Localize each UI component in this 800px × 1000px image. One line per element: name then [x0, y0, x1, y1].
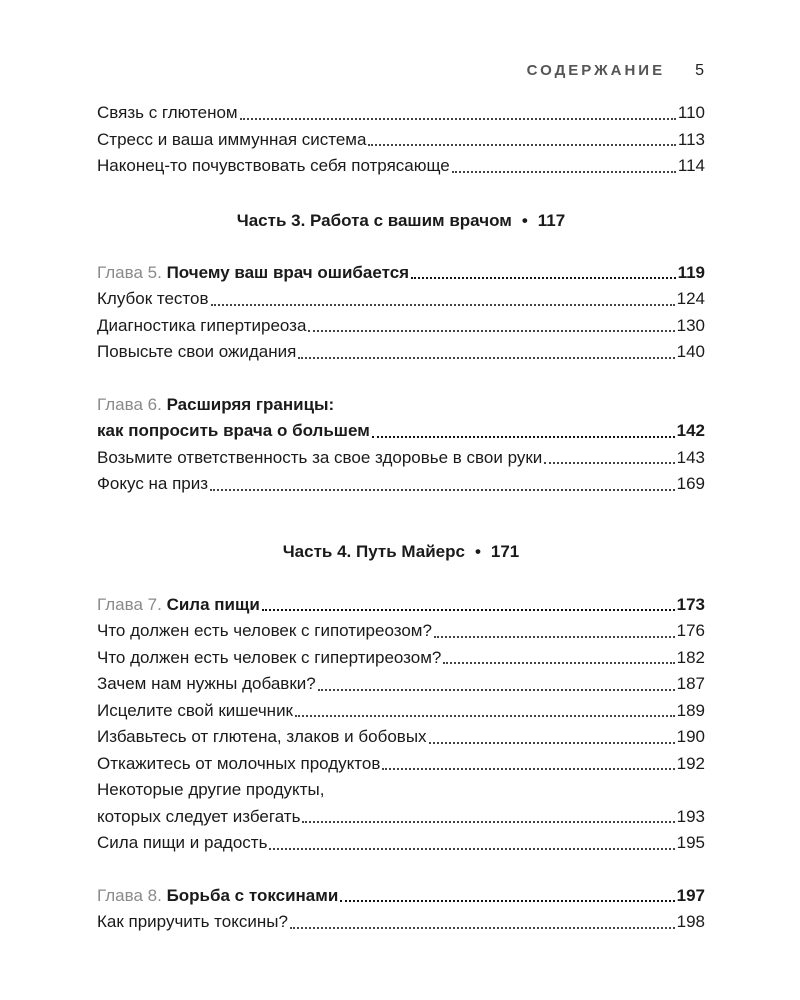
toc-entry-title: Зачем нам нужны добавки?	[97, 674, 316, 693]
toc-entry-title: Сила пищи и радость	[97, 833, 268, 852]
dot-leader	[302, 821, 674, 823]
toc-entry-page: 124	[676, 289, 705, 308]
toc-entry[interactable]	[97, 313, 705, 340]
toc-entry[interactable]	[97, 445, 705, 472]
chapter-label: Глава 7.	[97, 594, 162, 614]
toc-entry[interactable]	[97, 645, 705, 672]
dot-leader	[411, 277, 675, 279]
dot-leader	[269, 848, 674, 850]
chapter-page: 173	[676, 594, 705, 614]
dot-leader	[372, 436, 675, 438]
chapter-heading-6-line1[interactable]	[97, 392, 705, 419]
chapter-title: Сила пищи	[166, 594, 260, 614]
toc-entry[interactable]	[97, 153, 705, 180]
chapter-title: Почему ваш врач ошибается	[166, 262, 410, 282]
toc-entry-title-continued: которых следует избегать	[97, 806, 301, 826]
toc-entry-title: Стресс и ваша иммунная система	[97, 129, 367, 149]
dot-leader	[295, 715, 675, 717]
part-title: Часть 4. Путь Майерс	[282, 541, 465, 561]
chapter-heading-7[interactable]	[97, 592, 705, 619]
chapter-heading-6-line2[interactable]	[97, 418, 705, 445]
toc-entry[interactable]	[97, 671, 705, 698]
toc-entry-page: 130	[676, 315, 705, 335]
toc-entry-page: 176	[676, 621, 705, 640]
toc-entry-page: 140	[676, 342, 705, 361]
toc-entry-page: 192	[676, 753, 705, 773]
chapter-title: Борьба с токсинами	[166, 885, 339, 905]
dot-leader	[443, 662, 674, 664]
toc-entry-title: Как приручить токсины?	[97, 912, 288, 931]
toc-entry-page: 182	[676, 647, 705, 667]
chapter-heading-8[interactable]	[97, 883, 705, 910]
chapter-label: Глава 5.	[97, 262, 162, 282]
toc-entry[interactable]	[97, 830, 705, 857]
toc-entry-title: Исцелите свой кишечник	[97, 700, 293, 720]
chapter-page: 142	[676, 421, 705, 440]
dot-leader	[382, 768, 674, 770]
toc-entry[interactable]	[97, 618, 705, 645]
dot-leader	[340, 900, 674, 902]
toc-entry[interactable]	[97, 286, 705, 313]
part-page: 117	[537, 210, 566, 230]
dot-leader	[318, 689, 675, 691]
dot-leader	[368, 144, 675, 146]
toc-entry[interactable]	[97, 724, 705, 751]
dot-leader	[429, 742, 675, 744]
part-page: 171	[490, 541, 520, 561]
chapter-label: Глава 8.	[97, 885, 162, 905]
toc-entry-page: 193	[676, 806, 705, 826]
toc-entry-page: 110	[677, 103, 705, 122]
dot-leader	[210, 489, 675, 491]
dot-leader	[452, 171, 676, 173]
toc-entry-title: Наконец-то почувствовать себя потрясающе	[97, 156, 450, 175]
bullet-separator: •	[474, 541, 481, 561]
toc-entry[interactable]	[97, 471, 705, 498]
chapter-page: 197	[676, 885, 705, 905]
page-number: 5	[695, 62, 704, 79]
chapter-heading-5[interactable]	[97, 260, 705, 287]
toc-entry-title: Некоторые другие продукты,	[97, 780, 325, 799]
table-of-contents	[97, 100, 705, 936]
toc-entry-title: Диагностика гипертиреоза	[97, 315, 307, 335]
running-head-title: СОДЕРЖАНИЕ	[526, 62, 666, 79]
toc-entry-title: Откажитесь от молочных продуктов	[97, 753, 381, 773]
dot-leader	[290, 927, 675, 929]
toc-entry-multiline-line1[interactable]	[97, 777, 705, 804]
toc-entry-page: 198	[676, 912, 705, 931]
toc-entry[interactable]	[97, 751, 705, 778]
toc-entry-page: 190	[676, 727, 705, 746]
toc-entry-page: 195	[676, 833, 705, 852]
chapter-label: Глава 6.	[97, 394, 162, 414]
toc-entry-page: 113	[677, 129, 705, 149]
toc-entry-title: Избавьтесь от глютена, злаков и бобовых	[97, 727, 427, 746]
toc-entry[interactable]	[97, 698, 705, 725]
toc-entry-title: Повысьте свои ожидания	[97, 342, 297, 361]
toc-entry-page: 169	[676, 474, 705, 493]
chapter-title-continued: как попросить врача о большем	[97, 421, 370, 440]
toc-entry-title: Что должен есть человек с гипотиреозом?	[97, 621, 432, 640]
toc-entry-title: Фокус на приз	[97, 474, 209, 493]
toc-entry[interactable]	[97, 100, 705, 127]
toc-entry[interactable]	[97, 909, 705, 936]
running-head	[527, 62, 704, 80]
dot-leader	[240, 118, 676, 120]
toc-entry-page: 143	[676, 447, 705, 467]
toc-entry-page: 189	[676, 700, 705, 720]
part-heading-3[interactable]	[97, 208, 705, 234]
chapter-title: Расширяя границы:	[166, 394, 335, 414]
part-heading-4[interactable]	[97, 539, 705, 565]
dot-leader	[211, 304, 675, 306]
toc-entry[interactable]	[97, 127, 705, 154]
toc-entry-multiline-line2[interactable]	[97, 804, 705, 831]
part-title: Часть 3. Работа с вашим врачом	[236, 210, 512, 230]
toc-entry-title: Клубок тестов	[97, 289, 209, 308]
toc-entry-title: Возьмите ответственность за свое здоровье в свои руки	[97, 447, 543, 467]
toc-entry-page: 114	[677, 156, 705, 175]
dot-leader	[434, 636, 675, 638]
dot-leader	[544, 462, 674, 464]
toc-entry[interactable]	[97, 339, 705, 366]
toc-entry-title: Связь с глютеном	[97, 103, 238, 122]
toc-entry-title: Что должен есть человек с гипертиреозом?	[97, 647, 442, 667]
dot-leader	[298, 357, 674, 359]
toc-entry-page: 187	[676, 674, 705, 693]
bullet-separator: •	[521, 210, 528, 230]
chapter-page: 119	[677, 262, 705, 282]
dot-leader	[308, 330, 674, 332]
dot-leader	[262, 609, 675, 611]
